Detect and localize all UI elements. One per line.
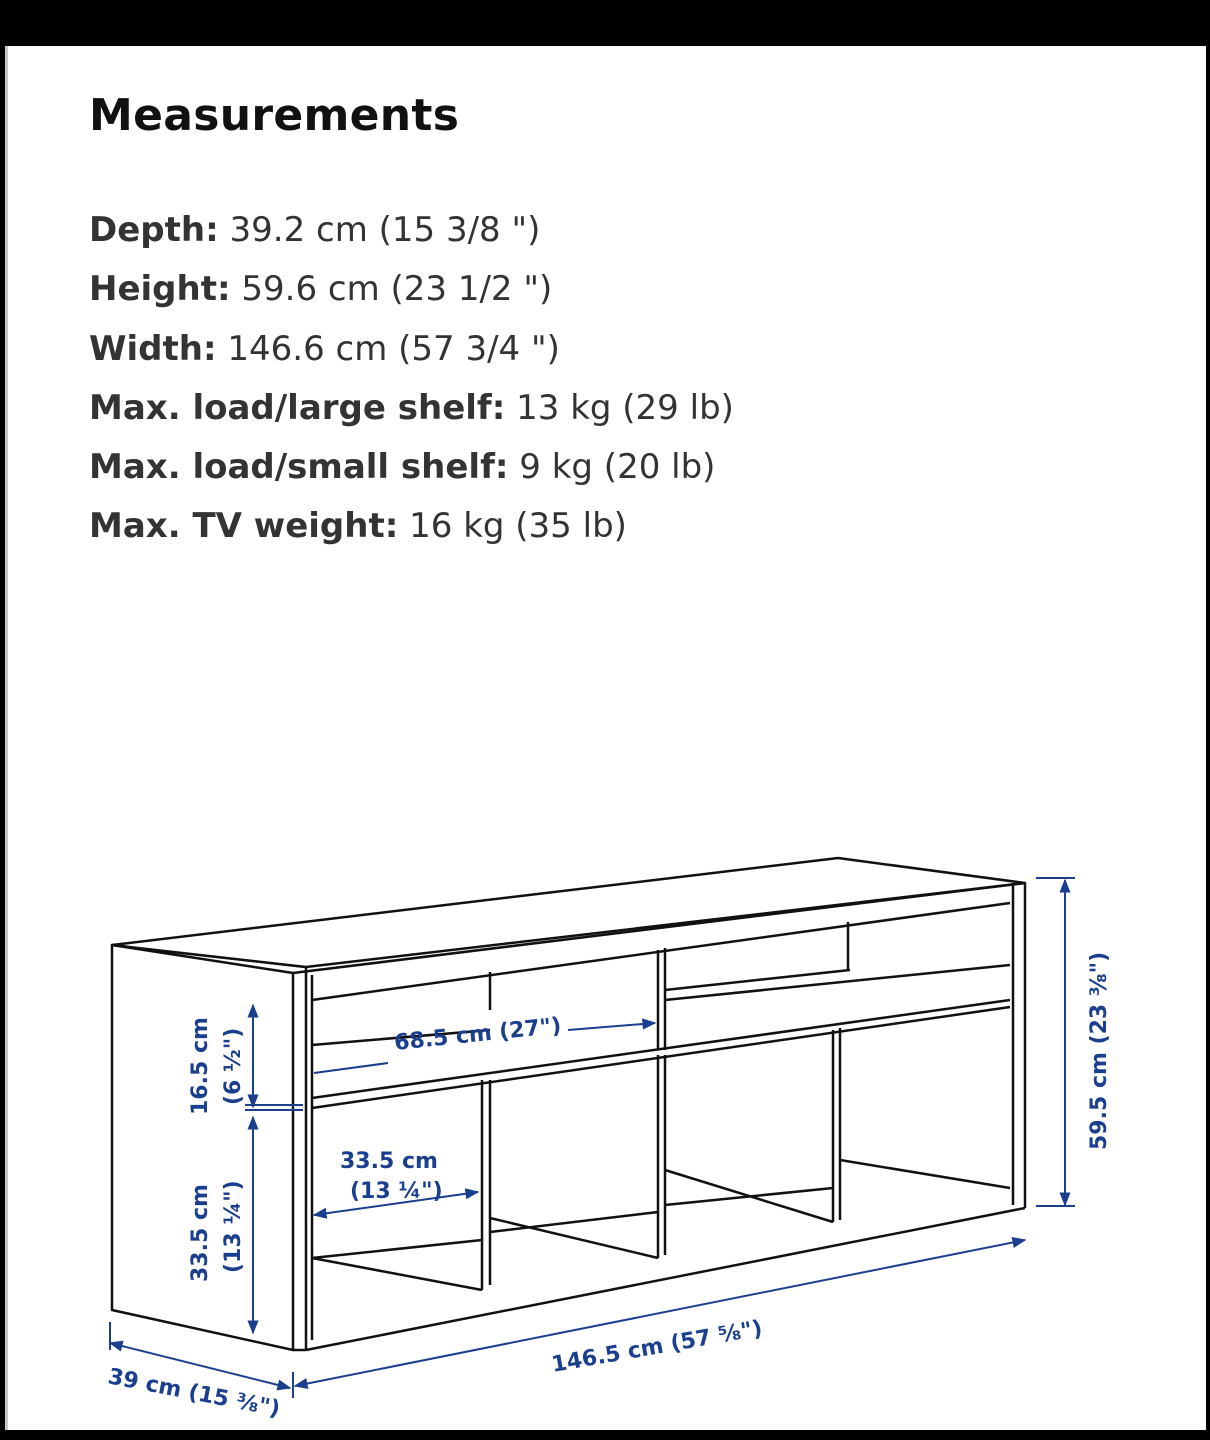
spec-label: Max. TV weight: [89,506,399,547]
left-side-panel [112,945,293,1350]
label-shelf-width: 68.5 cm (27") [393,1013,563,1056]
spec-label: Height: [89,269,231,310]
label-top-height-in: (6 ½") [221,1027,246,1105]
spec-value: 59.6 cm (23 1/2 ") [230,269,553,310]
label-cube-width-in: (13 ¼") [350,1179,443,1204]
spec-value: 13 kg (29 lb) [505,387,734,428]
label-bottom-height-in: (13 ¼") [221,1180,246,1273]
spec-value: 39.2 cm (15 3/8 ") [218,210,541,250]
spec-label: Width: [89,328,217,369]
page-title: Measurements [89,90,460,141]
spec-value: 16 kg (35 lb) [398,506,627,547]
spec-value: 146.6 cm (57 3/4 ") [216,328,560,369]
spec-label: Depth: [89,210,219,250]
spec-value: 9 kg (20 lb) [508,447,716,488]
label-depth: 39 cm (15 ⅜") [105,1364,282,1423]
label-total-height: 59.5 cm (23 ⅜") [1087,951,1112,1150]
top-panel [112,858,1025,967]
spec-label: Max. load/large shelf: [89,387,506,428]
label-total-width: 146.5 cm (57 ⅝") [549,1316,765,1378]
spec-label: Max. load/small shelf: [89,447,509,488]
label-bottom-height-cm: 33.5 cm [188,1184,213,1282]
label-top-height-cm: 16.5 cm [188,1017,213,1115]
label-cube-width-cm: 33.5 cm [340,1149,438,1174]
